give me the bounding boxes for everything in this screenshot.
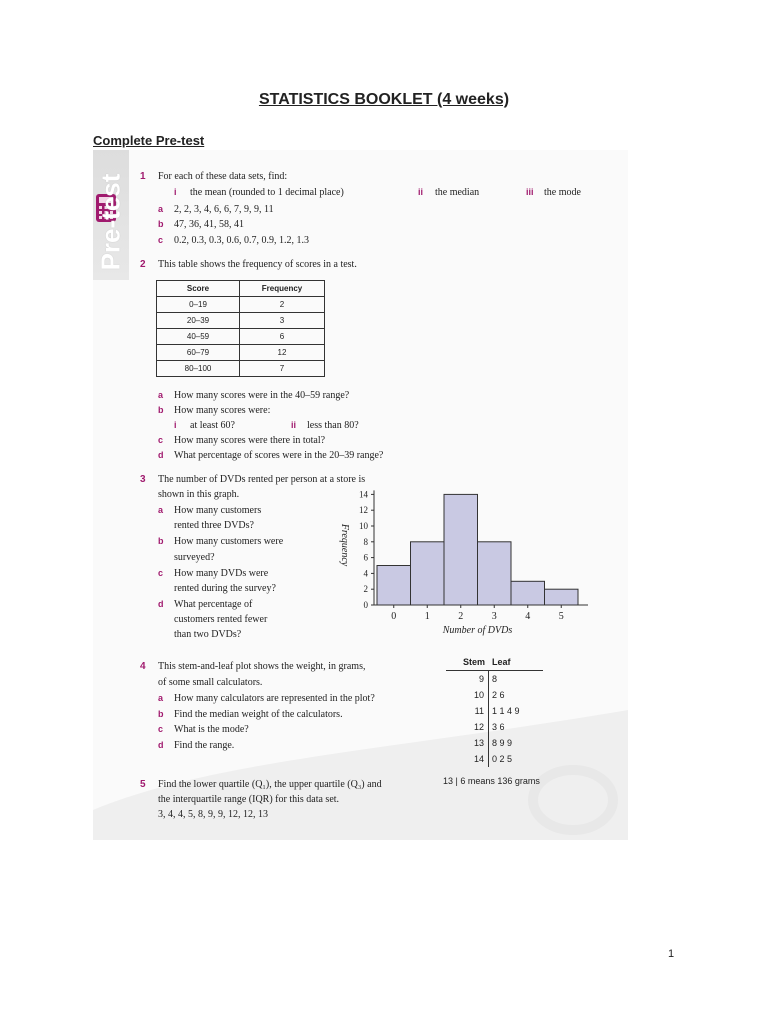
table-row	[157, 361, 325, 377]
stem-leaf-key: 13 | 6 means 136 grams	[443, 776, 540, 786]
histogram-bar	[411, 542, 445, 605]
q1-set-a-text: 2, 2, 3, 4, 6, 6, 7, 9, 9, 11	[174, 204, 274, 215]
stem-divider	[488, 671, 489, 767]
leaf-value: 1 1 4 9	[492, 706, 520, 716]
y-axis-title: Frequency	[339, 523, 350, 567]
q3-b-line1: How many customers were	[174, 536, 284, 547]
q2-b-text: How many scores were:	[174, 405, 271, 416]
q4-d-label: d	[158, 740, 164, 750]
q3-c-label: c	[158, 568, 164, 578]
histogram-bar	[511, 581, 545, 605]
stem-header: Stem	[462, 657, 485, 667]
q4-c-label: c	[158, 724, 164, 734]
q1-text: For each of these data sets, find:	[158, 171, 288, 182]
q5-text-line2: the interquartile range (IQR) for this data set.	[158, 794, 340, 805]
y-tick-label: 10	[359, 521, 368, 531]
q4-d-text: Find the range.	[174, 740, 235, 751]
table-cell: 3	[240, 313, 325, 329]
x-tick-label: 3	[491, 611, 497, 622]
q1-part-iii-label: iii	[526, 187, 534, 197]
q1-set-c-label: c	[158, 235, 164, 245]
q3-d-label: d	[158, 599, 164, 609]
table-cell: 20–39	[157, 313, 240, 329]
q1-part-i-text: the mean (rounded to 1 decimal place)	[190, 187, 344, 198]
x-tick-label: 4	[525, 611, 531, 622]
q1-part-ii-label: ii	[418, 187, 424, 197]
q4-text-line1: This stem-and-leaf plot shows the weight, in grams,	[158, 661, 366, 672]
x-tick-label: 5	[558, 611, 564, 622]
table-cell: 12	[240, 345, 325, 361]
q3-a-label: a	[158, 505, 164, 515]
y-tick-label: 14	[359, 489, 368, 500]
pretest-scan	[93, 150, 628, 840]
x-tick-label: 0	[391, 611, 397, 622]
q4-number: 4	[140, 661, 146, 672]
histogram-bar	[444, 494, 478, 605]
leaf-value: 8	[492, 674, 498, 684]
q2-text: This table shows the frequency of scores in a test.	[158, 259, 357, 270]
q2-b-i-label: i	[174, 420, 177, 430]
y-tick-label: 4	[363, 568, 368, 579]
q3-a-line2: rented three DVDs?	[174, 520, 254, 531]
pretest-side-label: Pre-test	[95, 173, 126, 271]
pretest-side-tab	[93, 150, 129, 280]
histogram-bar	[377, 566, 411, 606]
q2-b-ii-text: less than 80?	[307, 420, 359, 431]
table-header-row	[157, 281, 325, 297]
q1-set-a-label: a	[158, 204, 164, 214]
frequency-table	[156, 280, 325, 377]
table-cell: 6	[240, 329, 325, 345]
document-title: STATISTICS BOOKLET (4 weeks)	[258, 91, 510, 108]
q4-text-line2: of some small calculators.	[158, 677, 263, 688]
y-tick-label: 8	[363, 536, 368, 547]
table-row	[157, 345, 325, 361]
q4-a-label: a	[158, 693, 164, 703]
q1-set-c-text: 0.2, 0.3, 0.3, 0.6, 0.7, 0.9, 1.2, 1.3	[174, 235, 309, 246]
page-number: 1	[668, 948, 675, 960]
leaf-value: 0 2 5	[492, 754, 513, 764]
table-cell: 60–79	[157, 345, 240, 361]
dvd-histogram	[313, 488, 613, 644]
q2-c-label: c	[158, 435, 164, 445]
table-cell: 7	[240, 361, 325, 377]
header-underline	[446, 670, 543, 671]
q5-number: 5	[140, 779, 146, 790]
q2-b-ii-label: ii	[291, 420, 297, 430]
q1-part-iii-text: the mode	[544, 187, 581, 198]
q3-number: 3	[140, 474, 146, 485]
x-axis-title: Number of DVDs	[442, 625, 513, 636]
table-header: Score	[157, 281, 240, 297]
stem-value: 11	[474, 706, 484, 716]
leaf-value: 3 6	[492, 722, 505, 732]
q3-text-line1: The number of DVDs rented per person at a store is	[158, 474, 366, 485]
q1-number: 1	[140, 171, 146, 182]
q1-part-ii-text: the median	[435, 187, 480, 198]
leaf-value: 2 6	[492, 690, 505, 700]
q2-d-text: What percentage of scores were in the 20–39 range?	[174, 450, 384, 461]
q3-b-label: b	[158, 536, 164, 546]
stem-leaf-plot	[446, 657, 546, 787]
histogram-bar	[478, 542, 512, 605]
y-tick-label: 0	[363, 600, 368, 610]
stem-value: 13	[473, 738, 484, 748]
q3-a-line1: How many customers	[174, 505, 262, 516]
q3-c-line2: rented during the survey?	[174, 583, 276, 594]
table-cell: 2	[240, 297, 325, 313]
q3-d-line2: customers rented fewer	[174, 614, 268, 625]
q3-c-line1: How many DVDs were	[174, 568, 269, 579]
stem-value: 14	[473, 754, 484, 764]
q5-text-line1: Find the lower quartile (Q₁), the upper quartile (Q₃) and	[158, 779, 382, 790]
q2-b-label: b	[158, 405, 164, 415]
q3-d-line3: than two DVDs?	[174, 629, 242, 640]
stem-value: 12	[473, 722, 484, 732]
q4-a-text: How many calculators are represented in the plot?	[174, 693, 375, 704]
q4-b-label: b	[158, 709, 164, 719]
y-tick-label: 2	[363, 584, 368, 595]
q2-c-text: How many scores were there in total?	[174, 435, 326, 446]
table-cell: 80–100	[157, 361, 240, 377]
q2-number: 2	[140, 259, 146, 270]
q2-a-label: a	[158, 390, 164, 400]
q3-b-line2: surveyed?	[174, 552, 215, 563]
x-tick-label: 1	[424, 611, 430, 622]
q4-c-text: What is the mode?	[174, 724, 249, 735]
q3-d-line1: What percentage of	[174, 599, 253, 610]
table-row	[157, 297, 325, 313]
q2-a-text: How many scores were in the 40–59 range?	[174, 390, 350, 401]
leaf-header: Leaf	[492, 657, 511, 667]
q1-set-b-text: 47, 36, 41, 58, 41	[174, 219, 244, 230]
stem-value: 9	[478, 674, 484, 684]
q2-b-i-text: at least 60?	[190, 420, 235, 431]
histogram-bar	[545, 589, 579, 605]
y-tick-label: 6	[363, 552, 368, 563]
q5-data-set: 3, 4, 4, 5, 8, 9, 9, 12, 12, 13	[158, 809, 268, 820]
x-tick-label: 2	[458, 611, 464, 622]
q4-b-text: Find the median weight of the calculators.	[174, 709, 343, 720]
stem-value: 10	[473, 690, 484, 700]
table-row	[157, 313, 325, 329]
q3-text-line2: shown in this graph.	[158, 489, 240, 500]
q1-part-i-label: i	[174, 187, 177, 197]
y-tick-label: 12	[359, 505, 368, 516]
table-header: Frequency	[240, 281, 325, 297]
table-cell: 0–19	[157, 297, 240, 313]
table-row	[157, 329, 325, 345]
q2-d-label: d	[158, 450, 164, 460]
q1-set-b-label: b	[158, 219, 164, 229]
leaf-value: 8 9 9	[492, 738, 513, 748]
table-cell: 40–59	[157, 329, 240, 345]
section-subtitle: Complete Pre-test	[93, 133, 205, 148]
